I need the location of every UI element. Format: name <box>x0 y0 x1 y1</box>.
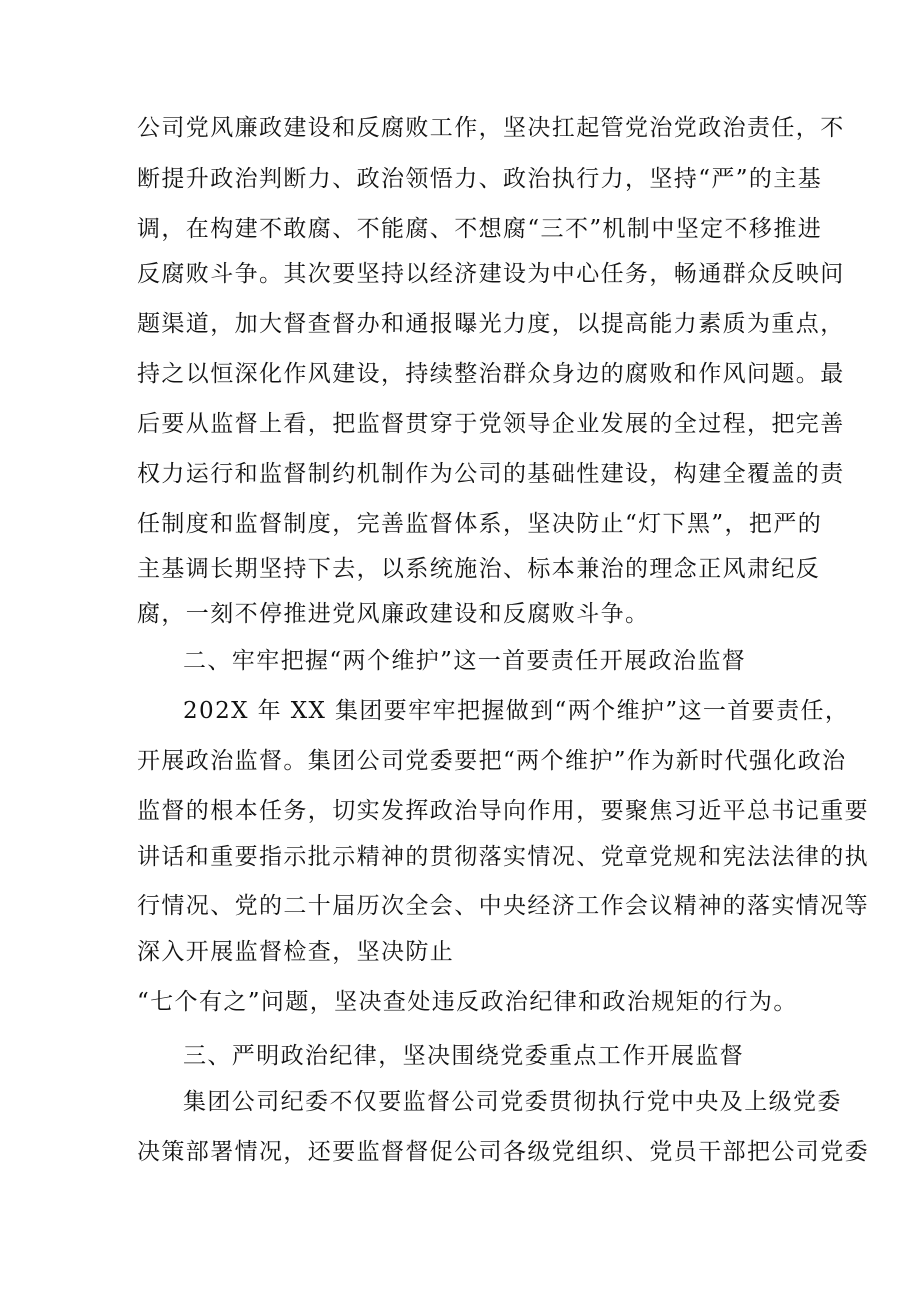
body-text-line: 反腐败斗争。其次要坚持以经济建设为中心任务，畅通群众反映问 <box>137 261 845 287</box>
body-text-line: 公司党风廉政建设和反腐败工作，坚决扛起管党治党政治责任，不 <box>137 115 845 141</box>
body-text-line: “七个有之”问题，坚决查处违反政治纪律和政治规矩的行为。 <box>137 989 798 1015</box>
body-text-line: 断提升政治判断力、政治领悟力、政治执行力，坚持“严”的主基 <box>137 166 823 192</box>
body-text-line: 腐，一刻不停推进党风廉政建设和反腐败斗争。 <box>137 601 650 627</box>
body-text-line: 持之以恒深化作风建设，持续整治群众身边的腐败和作风问题。最 <box>137 361 845 387</box>
body-text-line: 决策部署情况，还要监督督促公司各级党组织、党员干部把公司党委 <box>137 1139 869 1165</box>
body-text-line: 开展政治监督。集团公司党委要把“两个维护”作为新时代强化政治 <box>137 748 847 774</box>
body-text-line: 讲话和重要指示批示精神的贯彻落实情况、党章党规和宪法法律的执 <box>137 844 869 870</box>
section-heading-3: 三、严明政治纪律，坚决围绕党委重点工作开展监督 <box>183 1043 745 1069</box>
body-text-line: 后要从监督上看，把监督贯穿于党领导企业发展的全过程，把完善 <box>137 411 845 437</box>
body-text-line: 主基调长期坚持下去，以系统施治、标本兼治的理念正风肃纪反 <box>137 556 821 582</box>
body-text-line: 深入开展监督检查，坚决防止 <box>137 939 455 965</box>
body-text-line: 权力运行和监督制约机制作为公司的基础性建设，构建全覆盖的责 <box>137 461 845 487</box>
body-text-line: 题渠道，加大督查督办和通报曝光力度，以提高能力素质为重点， <box>137 311 845 337</box>
body-text-line: 集团公司纪委不仅要监督公司党委贯彻执行党中央及上级党委 <box>183 1089 842 1115</box>
section-heading-2: 二、牢牢把握“两个维护”这一首要责任开展政治监督 <box>183 648 747 674</box>
body-text-line: 任制度和监督制度，完善监督体系，坚决防止“灯下黑”，把严的 <box>137 511 823 537</box>
body-text-line: 行情况、党的二十届历次全会、中央经济工作会议精神的落实情况等 <box>137 893 869 919</box>
body-text-line: 监督的根本任务，切实发挥政治导向作用，要聚焦习近平总书记重要 <box>137 798 869 824</box>
body-text-line: 202X 年 XX 集团要牢牢把握做到“两个维护”这一首要责任， <box>183 698 850 724</box>
body-text-line: 调，在构建不敢腐、不能腐、不想腐“三不”机制中坚定不移推进 <box>137 216 823 242</box>
